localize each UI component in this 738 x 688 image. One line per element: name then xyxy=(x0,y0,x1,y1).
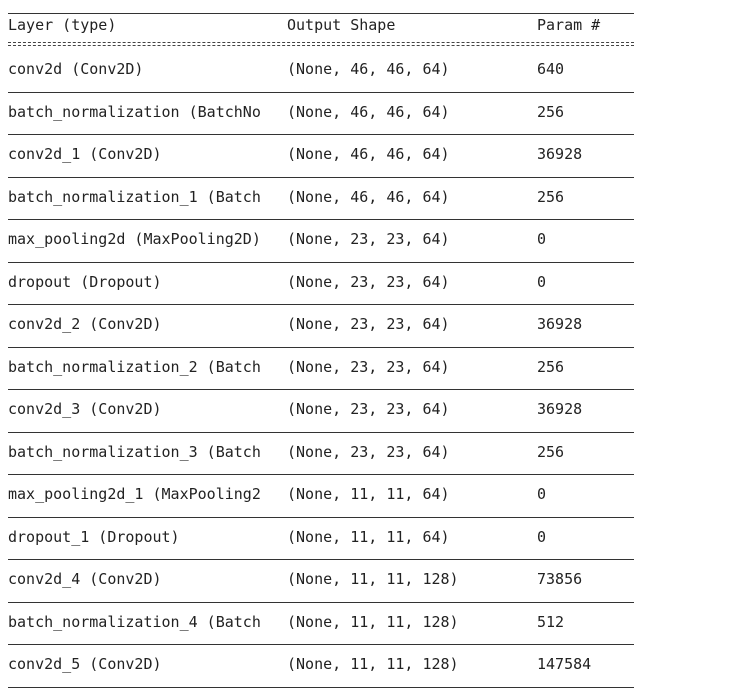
table-row xyxy=(8,348,634,391)
layer-name: conv2d_5 (Conv2D) xyxy=(8,655,162,673)
param-count: 640 xyxy=(537,60,565,78)
layer-type-header: Layer (type) xyxy=(8,16,117,34)
table-row xyxy=(8,220,634,263)
output-shape: (None, 11, 11, 128) xyxy=(287,570,459,588)
output-shape: (None, 11, 11, 64) xyxy=(287,485,450,503)
param-count: 256 xyxy=(537,102,565,121)
table-row xyxy=(8,603,634,646)
param-count: 36928 xyxy=(537,315,583,333)
table-row xyxy=(8,560,634,603)
table-row xyxy=(8,135,634,178)
layer-name: dropout (Dropout) xyxy=(8,272,162,291)
output-shape: (None, 46, 46, 64) xyxy=(287,187,450,206)
output-shape: (None, 23, 23, 64) xyxy=(287,230,450,248)
param-count-header: Param # xyxy=(537,16,601,34)
output-shape: (None, 46, 46, 64) xyxy=(287,145,450,163)
layer-name: max_pooling2d_1 (MaxPooling2 xyxy=(8,485,261,503)
output-shape: (None, 23, 23, 64) xyxy=(287,272,450,291)
param-count: 36928 xyxy=(537,400,583,418)
table-row xyxy=(8,433,634,476)
param-count: 0 xyxy=(537,527,547,546)
param-count: 256 xyxy=(537,357,565,376)
layer-name: batch_normalization (BatchNo xyxy=(8,102,261,121)
header-divider xyxy=(8,42,634,46)
layer-rows xyxy=(8,50,634,688)
output-shape: (None, 23, 23, 64) xyxy=(287,442,450,461)
layer-name: conv2d (Conv2D) xyxy=(8,60,144,78)
layer-name: batch_normalization_3 (Batch xyxy=(8,442,261,461)
param-count: 36928 xyxy=(537,145,583,163)
table-header xyxy=(8,14,634,40)
layer-name: conv2d_1 (Conv2D) xyxy=(8,145,162,163)
layer-name: batch_normalization_1 (Batch xyxy=(8,187,261,206)
output-shape: (None, 11, 11, 128) xyxy=(287,612,459,631)
output-shape: (None, 23, 23, 64) xyxy=(287,400,450,418)
table-row xyxy=(8,305,634,348)
layer-name: max_pooling2d (MaxPooling2D) xyxy=(8,230,261,248)
table-row xyxy=(8,390,634,433)
param-count: 256 xyxy=(537,187,565,206)
table-row xyxy=(8,263,634,306)
table-row xyxy=(8,50,634,93)
param-count: 512 xyxy=(537,612,565,631)
layer-name: conv2d_3 (Conv2D) xyxy=(8,400,162,418)
layer-name: conv2d_4 (Conv2D) xyxy=(8,570,162,588)
param-count: 147584 xyxy=(537,655,592,673)
output-shape-header: Output Shape xyxy=(287,16,396,34)
layer-name: dropout_1 (Dropout) xyxy=(8,527,180,546)
param-count: 0 xyxy=(537,485,547,503)
output-shape: (None, 23, 23, 64) xyxy=(287,357,450,376)
layer-name: batch_normalization_2 (Batch xyxy=(8,357,261,376)
output-shape: (None, 11, 11, 128) xyxy=(287,655,459,673)
table-row xyxy=(8,645,634,688)
output-shape: (None, 46, 46, 64) xyxy=(287,102,450,121)
param-count: 0 xyxy=(537,272,547,291)
table-row xyxy=(8,178,634,221)
table-row xyxy=(8,93,634,136)
param-count: 0 xyxy=(537,230,547,248)
row-divider xyxy=(8,687,634,688)
table-row xyxy=(8,475,634,518)
output-shape: (None, 23, 23, 64) xyxy=(287,315,450,333)
param-count: 73856 xyxy=(537,570,583,588)
param-count: 256 xyxy=(537,442,565,461)
output-shape: (None, 46, 46, 64) xyxy=(287,60,450,78)
output-shape: (None, 11, 11, 64) xyxy=(287,527,450,546)
layer-name: batch_normalization_4 (Batch xyxy=(8,612,261,631)
table-row xyxy=(8,518,634,561)
layer-name: conv2d_2 (Conv2D) xyxy=(8,315,162,333)
